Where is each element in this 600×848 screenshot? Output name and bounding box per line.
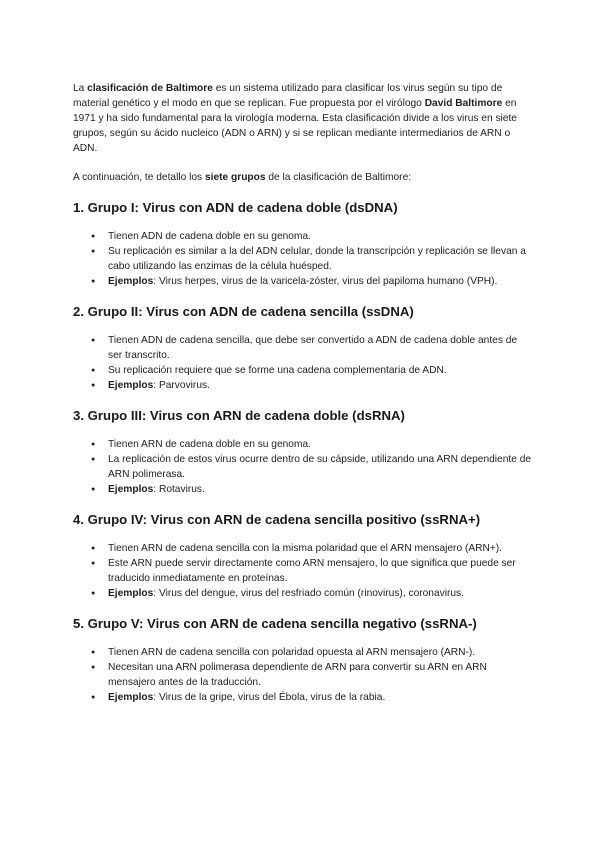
list-item: ● Este ARN puede servir directamente como ARN mensajero, lo que significa que puede ser traducido inmediatamente en proteínas. bbox=[108, 556, 533, 586]
list-item: ● Su replicación requiere que se forme una cadena complementaria de ADN. bbox=[108, 363, 533, 378]
group-4-heading: 4. Grupo IV: Virus con ARN de cadena sencilla positivo (ssRNA+) bbox=[73, 512, 481, 527]
group-3-heading: 3. Grupo III: Virus con ARN de cadena doble (dsRNA) bbox=[73, 408, 405, 423]
examples-text: : Parvovirus. bbox=[153, 380, 210, 391]
group-3-list bbox=[73, 437, 533, 497]
list-item: ● Necesitan una ARN polimerasa dependiente de ARN para convertir su ARN en ARN mensajero antes de la traducción. bbox=[108, 660, 533, 690]
intro-paragraph bbox=[73, 81, 533, 156]
examples-label: Ejemplos bbox=[108, 380, 154, 391]
group-5-heading: 5. Grupo V: Virus con ARN de cadena sencilla negativo (ssRNA-) bbox=[73, 616, 477, 631]
intro-bold-name: David Baltimore bbox=[424, 98, 503, 109]
group-1-heading: 1. Grupo I: Virus con ADN de cadena doble (dsDNA) bbox=[73, 200, 398, 215]
list-item: ● Tienen ADN de cadena sencilla, que debe ser convertido a ADN de cadena doble antes de ser transcrito. bbox=[108, 333, 533, 363]
document-body bbox=[73, 81, 533, 719]
lead-text: A continuación, te detallo los bbox=[73, 172, 205, 183]
list-item: ● Su replicación es similar a la del ADN celular, donde la transcripción y replicación se llevan a cabo utilizando las enzimas de la célula huésped. bbox=[108, 244, 533, 274]
examples-label: Ejemplos bbox=[108, 692, 154, 703]
intro-text: en 1971 y ha sido fundamental para la virología moderna. Esta clasificación divide a los virus en siete grupos, según su ácido nucleico (ADN o ARN) y si se replican mediante intermediarios de ARN o ADN. bbox=[73, 98, 517, 154]
lead-bold: siete grupos bbox=[204, 172, 266, 183]
examples-text: : Virus de la gripe, virus del Ébola, virus de la rabia. bbox=[153, 692, 386, 703]
list-item-examples bbox=[108, 690, 533, 705]
group-2-list bbox=[73, 333, 533, 393]
examples-label: Ejemplos bbox=[108, 276, 154, 287]
list-item-examples bbox=[108, 378, 533, 393]
list-item: ● La replicación de estos virus ocurre dentro de su cápside, utilizando una ARN dependiente de ARN polimerasa. bbox=[108, 452, 533, 482]
examples-label: Ejemplos bbox=[108, 588, 154, 599]
intro-text: es un sistema utilizado para clasificar los virus según su tipo de material genético y el modo en que se replican. Fue propuesta por el virólogo bbox=[73, 83, 503, 109]
group-4-list bbox=[73, 541, 533, 601]
lead-text: de la clasificación de Baltimore: bbox=[265, 172, 412, 183]
examples-text: : Virus del dengue, virus del resfriado común (rinovirus), coronavirus. bbox=[153, 588, 464, 599]
list-item: ● Tienen ADN de cadena doble en su genoma. bbox=[108, 229, 533, 244]
group-1-list bbox=[73, 229, 533, 289]
group-2-heading: 2. Grupo II: Virus con ADN de cadena sencilla (ssDNA) bbox=[73, 304, 414, 319]
list-item-examples bbox=[108, 274, 533, 289]
intro-text: La bbox=[73, 83, 88, 94]
list-item-examples bbox=[108, 482, 533, 497]
lead-paragraph bbox=[73, 170, 533, 185]
group-5-list bbox=[73, 645, 533, 705]
list-item: ● Tienen ARN de cadena sencilla con la misma polaridad que el ARN mensajero (ARN+). bbox=[108, 541, 533, 556]
examples-text: : Rotavirus. bbox=[153, 484, 205, 495]
examples-label: Ejemplos bbox=[108, 484, 154, 495]
intro-bold-term: clasificación de Baltimore bbox=[87, 83, 213, 94]
examples-text: : Virus herpes, virus de la varicela-zóster, virus del papiloma humano (VPH). bbox=[153, 276, 498, 287]
list-item: ● Tienen ARN de cadena sencilla con polaridad opuesta al ARN mensajero (ARN-). bbox=[108, 645, 533, 660]
list-item-examples bbox=[108, 586, 533, 601]
list-item: ● Tienen ARN de cadena doble en su genoma. bbox=[108, 437, 533, 452]
